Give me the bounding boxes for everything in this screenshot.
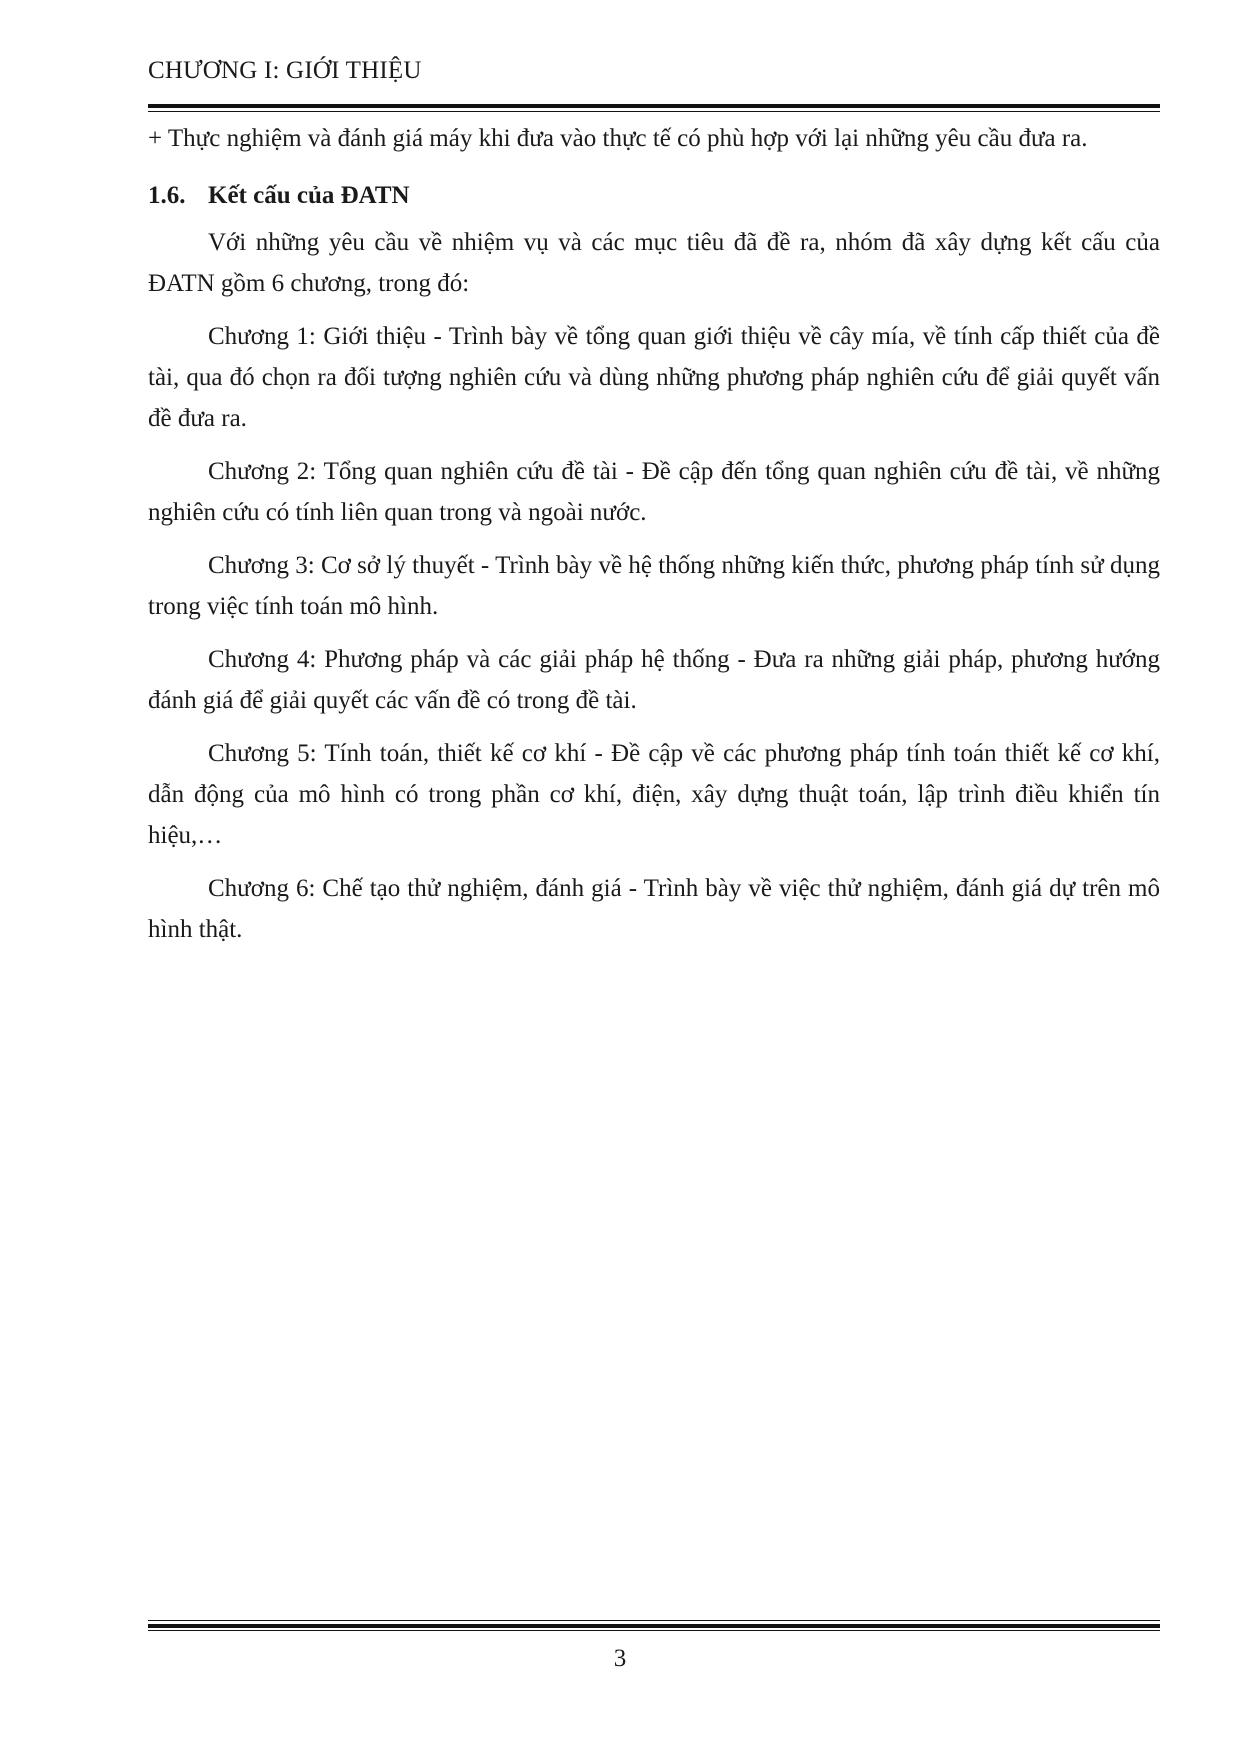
page-header: [148, 56, 1158, 86]
paragraph-chapter-3: Chương 3: Cơ sở lý thuyết - Trình bày về hệ thống những kiến thức, phương pháp tính sử dụng trong việc tính toán mô hình.: [148, 552, 1160, 620]
paragraph-chapter-6: Chương 6: Chế tạo thử nghiệm, đánh giá - Trình bày về việc thử nghiệm, đánh giá dự trên mô hình thật.: [148, 875, 1160, 943]
page-number: 3: [613, 1645, 627, 1672]
paragraph-chapter-1: Chương 1: Giới thiệu - Trình bày về tổng quan giới thiệu về cây mía, về tính cấp thiết của đề tài, qua đó chọn ra đối tượng nghiên cứu và dùng những phương pháp nghiên cứu để giải quyết vấn đề đưa ra.: [148, 323, 1160, 432]
page-content: [148, 118, 1160, 962]
section-number: 1.6.: [148, 182, 186, 209]
chapter-header-title: CHƯƠNG I: GIỚI THIỆU: [148, 57, 422, 84]
header-divider: [148, 104, 1160, 114]
section-heading: [148, 175, 1160, 216]
paragraph-chapter-5: Chương 5: Tính toán, thiết kế cơ khí - Đề cập về các phương pháp tính toán thiết kế cơ khí, dẫn động của mô hình có trong phần cơ khí, điện, xây dựng thuật toán, lập trình điều khiển tín hiệu,…: [148, 740, 1160, 849]
intro-bullet: + Thực nghiệm và đánh giá máy khi đưa vào thực tế có phù hợp với lại những yêu cầu đưa ra.: [148, 125, 1088, 152]
paragraph-chapter-2: Chương 2: Tổng quan nghiên cứu đề tài - Đề cập đến tổng quan nghiên cứu đề tài, về những nghiên cứu có tính liên quan trong và ngoài nước.: [148, 458, 1160, 526]
section-title: Kết cấu của ĐATN: [208, 182, 410, 209]
paragraph-intro: Với những yêu cầu về nhiệm vụ và các mục tiêu đã đề ra, nhóm đã xây dựng kết cấu của ĐATN gồm 6 chương, trong đó:: [148, 229, 1160, 297]
footer-divider: [148, 1620, 1160, 1630]
paragraph-chapter-4: Chương 4: Phương pháp và các giải pháp hệ thống - Đưa ra những giải pháp, phương hướng đánh giá để giải quyết các vấn đề có trong đề tài.: [148, 646, 1160, 714]
